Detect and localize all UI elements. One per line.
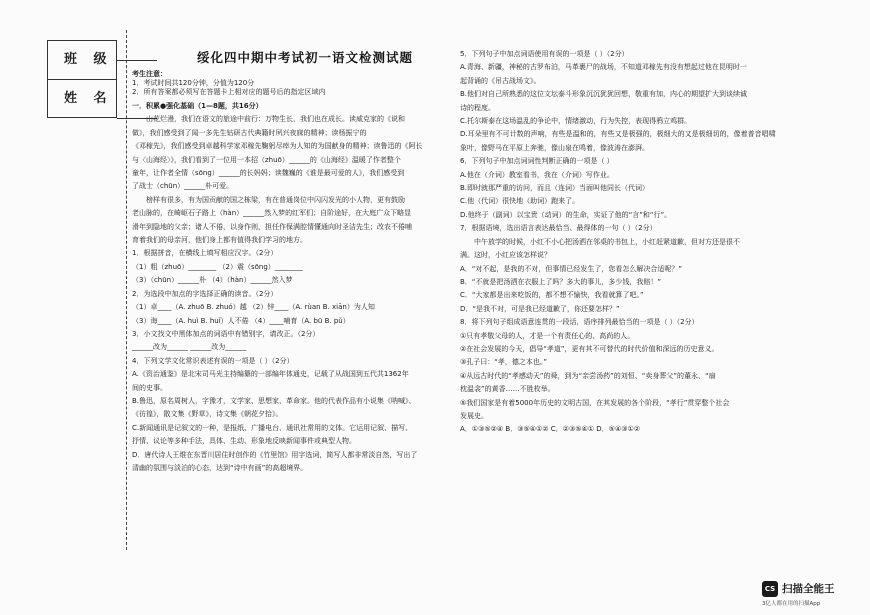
left-text-line: 间的史事。 — [132, 383, 167, 392]
right-text-line: C.托尔斯泰在这场温乱的争论中，情绪激动，行为失控，表现得鸦立鸡群。 — [460, 117, 692, 126]
right-text-line: ③孔子曰：“孝，德之本也。” — [460, 358, 548, 367]
left-text-line: 4．下列文学文化常识表述有误的一项是（ ）（2分） — [132, 356, 294, 365]
left-text-line: 了战士（chūn）______朴可爱。 — [132, 182, 234, 191]
right-text-line: 5．下列句子中加点词语使用有误的一项是（ ）（2分） — [460, 50, 629, 58]
right-text-line: C．“大家都是出来吃饭的，都不想不愉快，我看就算了吧。” — [460, 291, 644, 300]
exam-title: 绥化四中期中考试初一语文检测试题 — [196, 50, 413, 65]
left-text-line: （1）卓____（A. zhuō B. zhuó）越 （2）锌____（A. rùan B. xiān）为人知 — [132, 303, 375, 312]
left-text-line: （1）粗（zhuō）________ （2）震（sōng）________ — [132, 262, 303, 271]
left-text-line: 一．积累●强化基础（1—8题，共16分） — [132, 102, 263, 110]
right-text-line: D．“是我不对，可是我已经道歉了，你还要怎样？” — [460, 304, 620, 313]
left-text-line: 滑年到隐地的父亲；诸人不倦，以身作则，担任作保满腔情懂通向时圣洁先生；改农不倦哺 — [132, 222, 412, 231]
scanner-app-name: 扫描全能王 — [782, 583, 835, 595]
right-text-line: 8．将下列句子组成语意连贯的一段话，语序排列最恰当的一项是（ ）（2分） — [460, 318, 699, 327]
left-text-line: ______改为______ ______改为______ — [132, 343, 247, 352]
right-text-line: D.耳朵里有不可计数的声响，有些是温和的，有些又是极强的，极细大的又是极细切的，像着普音唱啸 — [460, 130, 776, 139]
camscanner-icon: CS — [762, 581, 778, 597]
right-text-line: ②在社会发展的今天，倡导“孝道”，更有其不可替代的时代价值和深远的历史意义。 — [460, 344, 719, 353]
left-text-line: 清幽的氛围与淡泊的心态，达到“诗中有画”的高超境界。 — [132, 463, 308, 472]
left-text-line: B.鲁迅，原名周树人，字豫才，文学家、思想家、革命家。他的代表作品有小说集《呐喊》、 — [132, 396, 416, 405]
left-text-line: D．唐代诗人王维在东晋川居住时创作的《竹里馆》用字选词，简写人都非常淡自然，写出了 — [132, 450, 418, 459]
right-text-line: 枕温衾”的黄香……不胜枚举。 — [460, 385, 555, 394]
left-text-line: 《彷徨》，散文集《野草》，诗文集《朝花夕拾》。 — [132, 410, 283, 419]
left-text-line: 抒情、议论等多种手法，具体、生动、形象地反映新闻事件或典型人物。 — [132, 437, 356, 446]
right-text-line: B．“不就是把汤洒在衣服上了吗？多大的事儿，多少钱，我赔！” — [460, 277, 662, 286]
left-text-line: 1．根据拼音，在横线上填写相应汉字。（2分） — [132, 249, 278, 258]
left-text-line: 山花烂漫，我们在语文的旅途中前行：万物生长，我们也在成长。读威克家的《说和 — [146, 115, 405, 124]
left-column — [132, 100, 450, 475]
left-text-line: （3）（chūn）______朴 （4）（hàn）______然入梦 — [132, 276, 293, 285]
left-text-line: 育着我们的母亲河，他们身上都有值得我们学习的地方。 — [132, 236, 307, 245]
right-text-line: A．①③⑤②④ B．③⑤④①② C．②③⑤④① D．⑤④③①② — [460, 425, 641, 434]
right-text-line: B.即时就那严重的访问，而且（连词）当面叫他同长（代词） — [460, 184, 650, 193]
right-text-line: 满。这时，小红应该怎样说？ — [460, 251, 551, 260]
right-text-line: 起背诵的《吊古战场文》。 — [460, 76, 541, 85]
left-text-line: 老山脉的，在崎岖石子路上（hàn）______然入梦的红军们；自阶途好，在大庭广众下略显 — [132, 209, 412, 218]
right-column — [460, 48, 778, 437]
scanner-app-tagline: 3亿人都在用的扫描App — [762, 601, 821, 607]
right-text-line: A.他在（介词）教室看书，我在（介词）写作业。 — [460, 170, 614, 179]
right-text-line: A．“对不起，是我的不对，但事情已经发生了，您看怎么解决合适呢？” — [460, 264, 683, 273]
binding-line — [126, 30, 127, 550]
right-text-line: 6．下列句子中加点词词性判断正确的一项是（ ） — [460, 157, 614, 166]
right-text-line: ⑤我们国家是有着5000年历史的文明古国，在其发展的各个阶段，“孝行”贯穿整个社会 — [460, 398, 730, 407]
right-text-line: D.他终于（副词）以宝贵（动词）的生命，实证了他的“言”和“行”。 — [460, 210, 672, 219]
exam-notes — [132, 70, 450, 97]
left-text-line: 与〈山海经〉》，我们看到了一位用一本招（zhuō）______的《山海经》温暖了作者整个 — [132, 155, 401, 164]
scanner-logo — [762, 580, 862, 610]
left-text-line: 童年，让作者全情（sōng）______的长妈妈；读魏巍的《谁是最可爱的人》，我们感受到 — [132, 169, 405, 178]
left-text-line: 做》，我们感受到了闻一多先生钻研古代典籍时夙兴夜寐的精神；读杨振宁的 — [132, 128, 367, 137]
left-text-line: A.《资治通鉴》是北宋司马光主持编纂的一部编年体通史，记载了从战国到五代共1362年 — [132, 370, 409, 379]
right-text-line: C.他（代词）很快地（助词）跑来了。 — [460, 197, 580, 206]
name-label: 姓 名 — [64, 91, 113, 106]
left-text-line: 榜样有很多，有为国贡献的国之栋梁，有在普通岗位中闪闪发光的小人物，更有鼓励 — [146, 195, 405, 204]
notes-line: 1．考试时间共120分钟，分值为120分 — [132, 79, 255, 87]
right-text-line: B.他们对自己所熟悉的这位文坛泰斗形象沉沉犹犹回想，敬重有加，内心的期望扩大到谈续诚 — [460, 90, 748, 99]
right-text-line: 诗的程度。 — [460, 103, 495, 112]
left-text-line: （3）诲____（A. huì B. huǐ）人不倦 （4）____哺育（A. bū B. pǔ） — [132, 316, 350, 325]
right-text-line: A.青海、新疆，神秘的古罗布泊，马革裹尸的战场，不知道邓稼先有没有想起过他在昆明时一 — [460, 63, 747, 72]
left-text-line: 《邓稼先》，我们感受到卓越科学家邓稼先鞠躬尽瘁为人知的为国献身的精神；读鲁迅的《阿长 — [132, 142, 423, 151]
notes-line: 2．所有答案都必须写在答题卡上相对应的题号后的指定区域内 — [132, 88, 326, 96]
left-text-line: 3．小文找文中黑体加点的词语中有错别字，请改正。（2分） — [132, 329, 320, 338]
right-text-line: 7．根据语境，选出语言表达最恰当、最得体的一句（ ）（2分） — [460, 224, 657, 233]
class-label: 班 级 — [64, 52, 113, 67]
right-text-line: ①只有孝敬父母的人，才是一个有责任心的、高尚的人。 — [460, 331, 635, 340]
right-text-line: 发展史。 — [460, 411, 488, 420]
notes-heading: 考生注意： — [132, 70, 167, 78]
info-line — [117, 60, 157, 61]
right-text-line: ④从远古时代的“孝感动天”的舜，到为“亲尝汤药”的刘恒、“卖身葬父”的董永、“扇 — [460, 371, 716, 380]
left-text-line: 2．为选段中加点的字选择正确的读音。（2分） — [132, 289, 278, 298]
left-text-line: C.新闻通讯是记叙文的一种，是报纸、广播电台、通讯社常用的文体。它运用记叙、描写、 — [132, 423, 413, 432]
right-text-line: 中午放学的时候，小红不小心把汤洒在邻桌的书包上，小红赶紧道歉，但对方还是很不 — [474, 237, 740, 246]
right-text-line: 象叶，像野马在平原上奔驰，像山泉在鸣着，像波涛在澎湃。 — [460, 143, 649, 152]
